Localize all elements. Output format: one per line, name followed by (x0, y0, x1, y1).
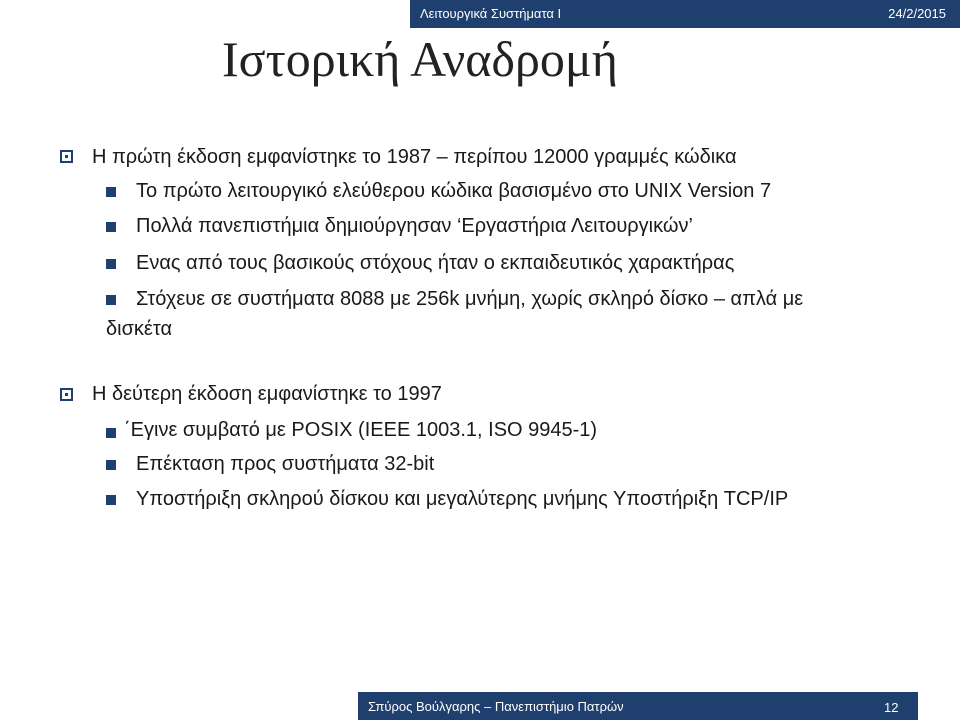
section-1-item-4: Στόχευε σε συστήματα 8088 με 256k μνήμη, χωρίς σκληρό δίσκο – απλά με (136, 288, 804, 310)
section-2-item-3: Υποστήριξη σκληρού δίσκου και μεγαλύτερης μνήμης Υποστήριξη TCP/IP (136, 488, 789, 510)
bullet-filled-square-icon (106, 495, 116, 505)
bullet-filled-square-icon (106, 187, 116, 197)
footer-author: Σπύρος Βούλγαρης – Πανεπιστήμιο Πατρών (368, 699, 624, 714)
bullet-filled-square-icon (106, 295, 116, 305)
section-1-item-4-continued: δισκέτα (106, 318, 173, 340)
bullet-square-icon (60, 388, 73, 401)
section-1-item-1: Το πρώτο λειτουργικό ελεύθερου κώδικα βασισμένο στο UNIX Version 7 (136, 180, 772, 202)
bullet-filled-square-icon (106, 259, 116, 269)
bullet-filled-square-icon (106, 428, 116, 438)
page-number: 12 (884, 700, 899, 715)
bullet-filled-square-icon (106, 222, 116, 232)
section-1-item-3: Ενας από τους βασικούς στόχους ήταν ο εκπαιδευτικός χαρακτήρας (136, 252, 735, 274)
section-2-heading: Η δεύτερη έκδοση εμφανίστηκε το 1997 (92, 383, 442, 405)
section-1-heading: Η πρώτη έκδοση εμφανίστηκε το 1987 – περίπου 12000 γραμμές κώδικα (92, 146, 737, 168)
section-2-item-2: Επέκταση προς συστήματα 32-bit (136, 453, 435, 475)
header-course-name: Λειτουργικά Συστήματα Ι (420, 6, 562, 21)
bullet-filled-square-icon (106, 460, 116, 470)
bullet-square-icon (60, 150, 73, 163)
section-2-item-1: ΄Εγινε συμβατό με POSIX (IEEE 1003.1, ISO 9945-1) (124, 419, 598, 441)
slide-title: Ιστορική Αναδρομή (222, 31, 618, 87)
section-1-item-2: Πολλά πανεπιστήμια δημιούργησαν ‘Εργαστήρια Λειτουργικών’ (136, 215, 693, 237)
header-date: 24/2/2015 (888, 6, 946, 21)
